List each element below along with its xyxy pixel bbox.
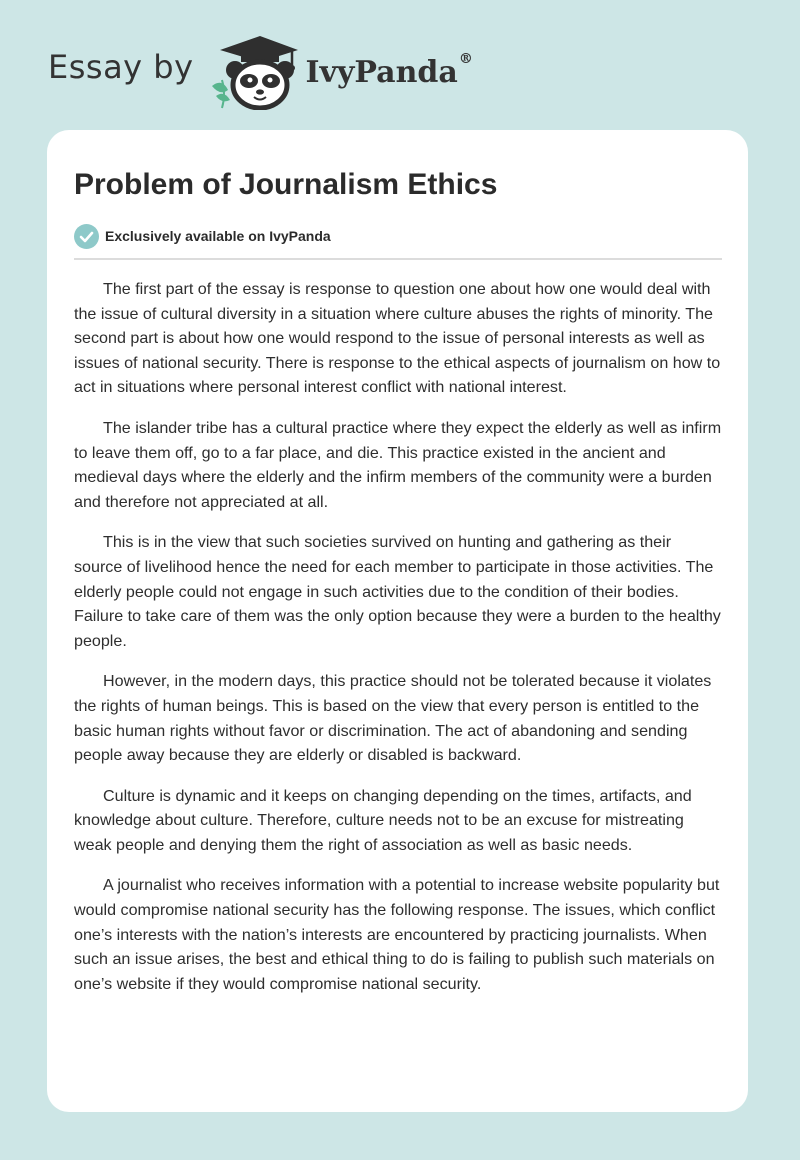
paragraph: However, in the modern days, this practice should not be tolerated because it violates the rights of human beings. This is based on the view that every person is entitled to the basic human rights without favor or discrimination. The act of abandoning and sending people away because they are elderly or disabled is backward. (74, 672, 712, 765)
check-circle-icon (74, 224, 99, 249)
brand-prefix: Essay by (48, 48, 194, 86)
article-card (47, 130, 748, 1112)
paragraph: This is in the view that such societies survived on hunting and gathering as their source of livelihood hence the need for each member to participate in those activities. The elderly people could not engage in such activities due to the condition of their bodies. Failure to take care of them was the only option because they were a burden to the healthy people. (74, 533, 721, 650)
badge-label: Exclusively available on IvyPanda (105, 228, 331, 244)
brand-header[interactable] (48, 30, 473, 110)
paragraph: The first part of the essay is response to question one about how one would deal with the issue of cultural diversity in a situation where culture abuses the rights of minority. The second part is about how one would respond to the issue of personal interests as well as issues of national security. There is response to the ethical aspects of journalism on how to act in situations where personal interest conflict with national interest. (74, 280, 721, 397)
exclusive-badge (74, 223, 722, 249)
paragraph: The islander tribe has a cultural practice where they expect the elderly as well as infirm to leave them off, go to a far place, and die. This practice existed in the ancient and medieval days where the elderly and the infirm members of the community were a burden and therefore not appreciated at all. (74, 418, 722, 511)
paragraph: Culture is dynamic and it keeps on changing depending on the times, artifacts, and knowledge about culture. Therefore, culture needs not to be an excuse for mistreating weak people and denying them the right of association as well as basic needs. (74, 786, 692, 854)
article-body (74, 277, 722, 996)
page-title: Problem of Journalism Ethics (74, 168, 498, 201)
paragraph: A journalist who receives information with a potential to increase website popularity but would compromise national security has the following response. The issues, which conflict one’s interests with the nation’s interests are encountered by practicing journalists. When such an issue arises, the best and ethical thing to do is failing to publish such materials on one’s website if they would compromise national security. (74, 876, 720, 993)
brand-name: IvyPanda® (305, 50, 473, 90)
registered-mark: ® (458, 50, 473, 67)
panda-graduate-icon (208, 30, 300, 110)
divider (74, 258, 722, 260)
